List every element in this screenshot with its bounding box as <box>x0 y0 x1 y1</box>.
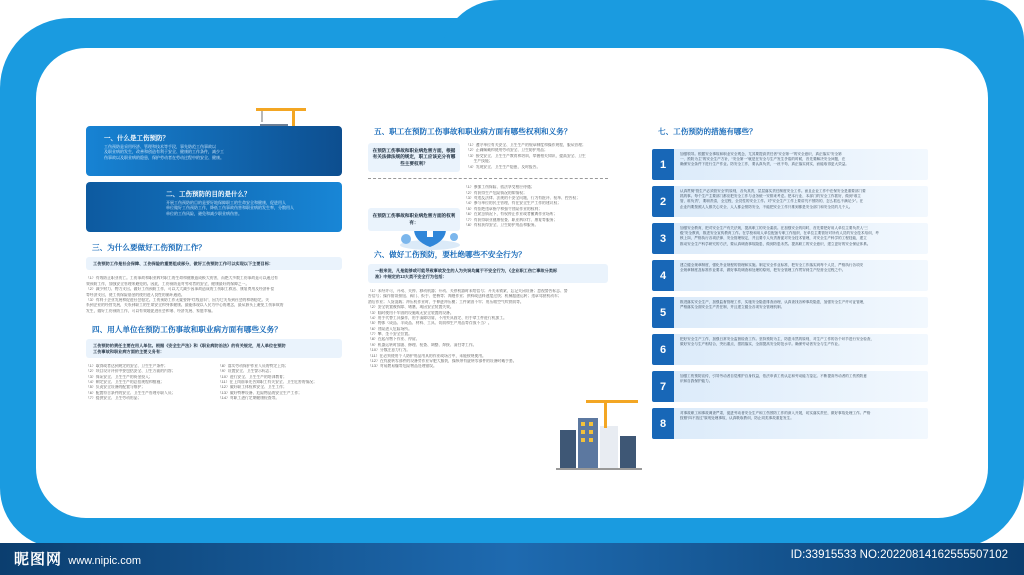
measure-text: 加强工伤预防宣传，引导劳动者自觉维护自身权益，依法申请工伤认定和劳动能力鉴定。不断提高劳动者的工伤预防意 识和自我保护能力。 <box>674 371 928 402</box>
measure-number: 8 <box>652 408 674 439</box>
measure-item <box>652 186 928 217</box>
section-2-banner <box>86 182 342 232</box>
measure-item <box>652 223 928 254</box>
section-6-title: 六、做好工伤预防，要杜绝哪些不安全行为？ <box>374 250 526 260</box>
section-4-duties <box>86 364 342 402</box>
measure-text: 认真贯彻“管生产必须管安全”的原则，各负其责，层层落实责任制度安全工作。而且企业工作中在保安全是重要部门要 抓的事。每个生产主要部门都应把安全工作与业务统一安排来考虑。把本行业、本部门的安全工作抓好，做到“谁主 管，谁负责”，要职责清，全过程，全员性的安全工作。对“安全生产工作上要讲究不预防的，怎么抓也不满足少”。在 企业内要按照人人都关心安全、人人都会预防安全，不能把安全工作只推到都是安全部门和安全员的几个人。 <box>674 186 928 217</box>
worker-duties-list: （1）遵守单位有关安全、卫生生产的规章制度和操作规程，服从管理； （2）正确佩戴和使用劳动安全、卫生防护用品； （3）接受安全、卫生生产教育和培训，掌握相关知识，提高安全、卫生 生产技能； （4）发现安全、卫生生产隐患，及时报告。 <box>466 143 586 169</box>
section-4-title: 四、用人单位在预防工伤事故和职业病方面有哪些义务？ <box>92 325 282 335</box>
watermark-brand: 昵图网 www.nipic.com <box>14 550 141 568</box>
section-1-title: 一、什么是工伤预防？ <box>104 135 169 142</box>
city-crane-illustration <box>556 396 642 470</box>
measure-text: 建立健全规章制度，强化外业规程的管理和实施。制定安全作业标准，把安全工作落实到每个人员，严格执行各项安 全规章制度及标准作业要求，做好事故调查和处理的原则，把安全管理工作贯穿到生产经营全过程之中。 <box>674 260 928 291</box>
section-2-text: 开展工伤预防的目的是要好地保障职工的生命安全和健康，促进用人 单位做好工伤预防工作，降低工伤事故伤害和职业病的发生率，分散用人 单位的工伤风险，避免和减少职业病伤害。 <box>166 200 294 216</box>
dashed-divider <box>368 178 608 179</box>
measure-item <box>652 297 928 328</box>
rights-label: 在预防工伤事故和职业病危害方面的权利有： <box>368 208 460 231</box>
section-6-intro: 一般来说，凡是能够或可能导致事故发生的人为失误均属于不安全行为，《企业职工伤亡事故分类标 准》中规定的13大类不安全行为包括： <box>368 264 608 283</box>
section-7-title: 七、工伤预防的措施有哪些？ <box>658 127 757 136</box>
section-5-duties <box>368 143 608 172</box>
section-5-title: 五、职工在预防工伤事故和职业病方面有哪些权利和义务？ <box>374 127 572 136</box>
measure-item <box>652 371 928 402</box>
column-right <box>652 126 928 445</box>
section-3-body: （1）有效防止职业伤亡。工伤事故和职业病对职工的生命和健康造成极大伤害，而绝大多数工伤事故是可以通过有 效预防工作，加强安全管理来避免的。因此，工伤预防是对劳动者的安全，健康最好的保障之一。 （2）减少财力、物力支出。做好工伤预防工作，可以大大减少因事故造成的工伤职工救治、康复费用及经济补偿 等经济支出，使工伤保险基金的使用进入良性的循环通道。 （3）有利于企业发展和促进社会稳定。工伤预防工作无疑要将“红线意识”，因为它关系到社会的和谐稳定。关 系到企业的经营发展，关系到职工的生命安全和身体健康。最能体现以人民为中心的理念，最从源头上避免工伤事故的 发生，做好工伤预防工作，可以有效地促进社会和谐、经济发展、家庭幸福。 <box>86 276 284 313</box>
worker-rights-list: （1）参加工伤保险、依法享受相应待遇； （2）有获得生产危险情况的知情权； （3）对违反法律、法规的不安全问题，行为有批评、检举、控告权； （4）参与单位的民主管理，有在安全生产工作的建议权； （5）有拒绝违章指令和强令冒险作业的权利； （6）在紧急情况下，有权停止作业或者撤离作业场所； （7）有获得职业健康检查、职业病诊疗、康复等服务； （8）有权获得安全、卫生防护用品和服务。 <box>464 185 581 227</box>
measure-number: 2 <box>652 186 674 217</box>
column-left <box>86 86 342 402</box>
unsafe-behaviors-list: （1）未经许可，开动、关停、移动机器；开动、关停机器时未给信号；开关未锁紧，忘记关闭设备；忽视警告标志、警 告信号；操作错误按钮、阀门、扳手、把柄等；奔跑作业；供料或送料速度过快；机械超速运转；违章驾驶机动车； 酒后作业；人货混载；冲压机作业时，手伸进冲压模；工件紧固不牢；用压缩空气吹铁屑等。 （2）安全装置被拆除、堵塞，或因安全装置失效。 （3）临时使用不牢固的设施或无安全装置的设备。 （4）用手代替工具操作，用手清除切屑，不用夹具固定、用手拿工件进行机加工。 （5）物体（成品、半成品、材料、工具、切屑和生产用品等存放不当）。 （6）冒险进入危险场所。 （7）攀、坐不安全位置。 （8）在起吊物下作业、停留。 （9）机器运转时加油、修理、检查、调整、焊接、清扫等工作。 （10）分散注意力行为。 （11）在必须使用个人防护用品用具的作业或场合中，未能按规使用。 （12）在有旋转零部件的设备旁作业穿肥大服装，操纵带有旋转零部件的设备时戴手套。 （13）对易燃易爆等危险物品处理错误。 <box>368 288 568 369</box>
measure-text: 对事故职工和事故调查严肃，促进劳动者安全生产和工伤预防工作的深入开展，切实落实责任，做好事故处理工作。严格 按照“四不放过”原则处理事故，认真吸取教训，防止同类事故重复发生。 <box>674 408 928 439</box>
measure-text: 加强领导。根据安全事故和职业安全观念，尤其要提高责任者“安全第一”的安全意识，真正落实“安全第 一、预防为主”的安全生产方针，“安全第一”就是在安全与生产发生矛盾的时候，首先要解决安全问题，在 确保安全条件下进行生产作业。防安全工作，要认真负责，一丝不苟，真正落实到实，而能取得更大效益。 <box>674 149 928 180</box>
measure-item <box>652 334 928 365</box>
measure-item <box>652 149 928 180</box>
measure-item <box>652 408 928 439</box>
section-3-title: 三、为什么要做好工伤预防工作？ <box>92 243 206 252</box>
section-4-intro: 工伤预防的责任主要在用人单位。根据《安全生产法》和《职业病防治法》的有关规定，用人单位在预防 工伤事故和职业病方面的主要义务有： <box>86 339 342 358</box>
measures-list <box>652 149 928 439</box>
section-2-title: 二、工伤预防的目的是什么？ <box>166 191 251 198</box>
watermark-id: ID:33915533 NO:20220814162555507102 <box>790 549 1008 561</box>
measure-number: 5 <box>652 297 674 328</box>
measure-number: 3 <box>652 223 674 254</box>
measure-number: 1 <box>652 149 674 180</box>
duties-left-list: （1）取得或者达到规定的安全、卫生生产条件； （2）项目设计评价中要包括安全、卫生方面的内容； （3）保证安全、卫生生产的资金投入； （4）制定安全、卫生生产的总括规程和措施； （5）负责安全设备的配置与维护； （6）配置符合条件的安全、卫生生产管理专职人员； （7）提供安全、卫生劳动用品； <box>86 363 176 401</box>
column-middle <box>368 126 608 370</box>
measure-text: 加强安全教育，把对安全生产有关法规，提高职工的安全素质。在加强安全的同时，首先要把好用人单位主要负责人“三 级”安全教育，推进安全宣传教育工作。在学校和用人单位配备专职工作组织，在单位主要管好对所有人员的安全技术培训，考 核上岗，严格执行各项法律、安全管理规定，并且要专人负责督促对安全技术管理，对安全生产科学的工程技能，建立 推动安全生产科学研究的方法，要认真调查事故隐患，做到防患未然。提高职工的安全意识，建立更好的安全保证体系。 <box>674 223 928 254</box>
measure-text: 把好安全生产工作，加强日常安全监督检查工作。坚持预防为主，防患未然的原则，对生产工作的各个环节进行安全检查， 做好安全与生产相结合，突出重点，狠抓落实，全面提高安全防范水平。确保劳动者安全与生产作业。 <box>674 334 928 365</box>
measure-number: 6 <box>652 334 674 365</box>
measure-number: 4 <box>652 260 674 291</box>
duties-label: 在预防工伤事故和职业病危害方面，根据有关法律法规的规定，职工应该充分有哪些主要权利？ <box>368 143 460 172</box>
duties-right-list: （8）落实劳动保护作业人员的特定上岗； （9）设置安全、卫生警示标志； （10）进行安全、卫生生产的培训教育； （11）在上岗前事先告知职工有关安全、卫生危害的情况； （12）做好职工体检和安全、卫生工作； （13）做好特种设备、危险物品的安全生产工作； （14）对职工进行定期健康检查等。 <box>218 363 317 401</box>
measure-text: 推进落实安全生产，加强监督管理工作，实施安全隐患排查治理，认真查找各种事故隐患，加强安全生产许可证管理， 严格落实全面安全生产责任制，并且建立健全各项安全管理机制。 <box>674 297 928 328</box>
section-1-text: 工伤预防是采用经济、管理和技术等手段，事先防范工伤事故以 及职业病的发生，改善和创造有利于安全、健康的工作条件，减少工 伤事故以及职业病的隐患，保护劳动者在劳动过程中的安全、健康。 <box>104 144 224 160</box>
section-1-banner <box>86 126 342 176</box>
section-3-intro: 工伤预防工作是社会保障、工伤保险的重要组成部分，做好工伤预防工作可以实现以下主要目标： <box>86 257 342 270</box>
measure-item <box>652 260 928 291</box>
measure-number: 7 <box>652 371 674 402</box>
